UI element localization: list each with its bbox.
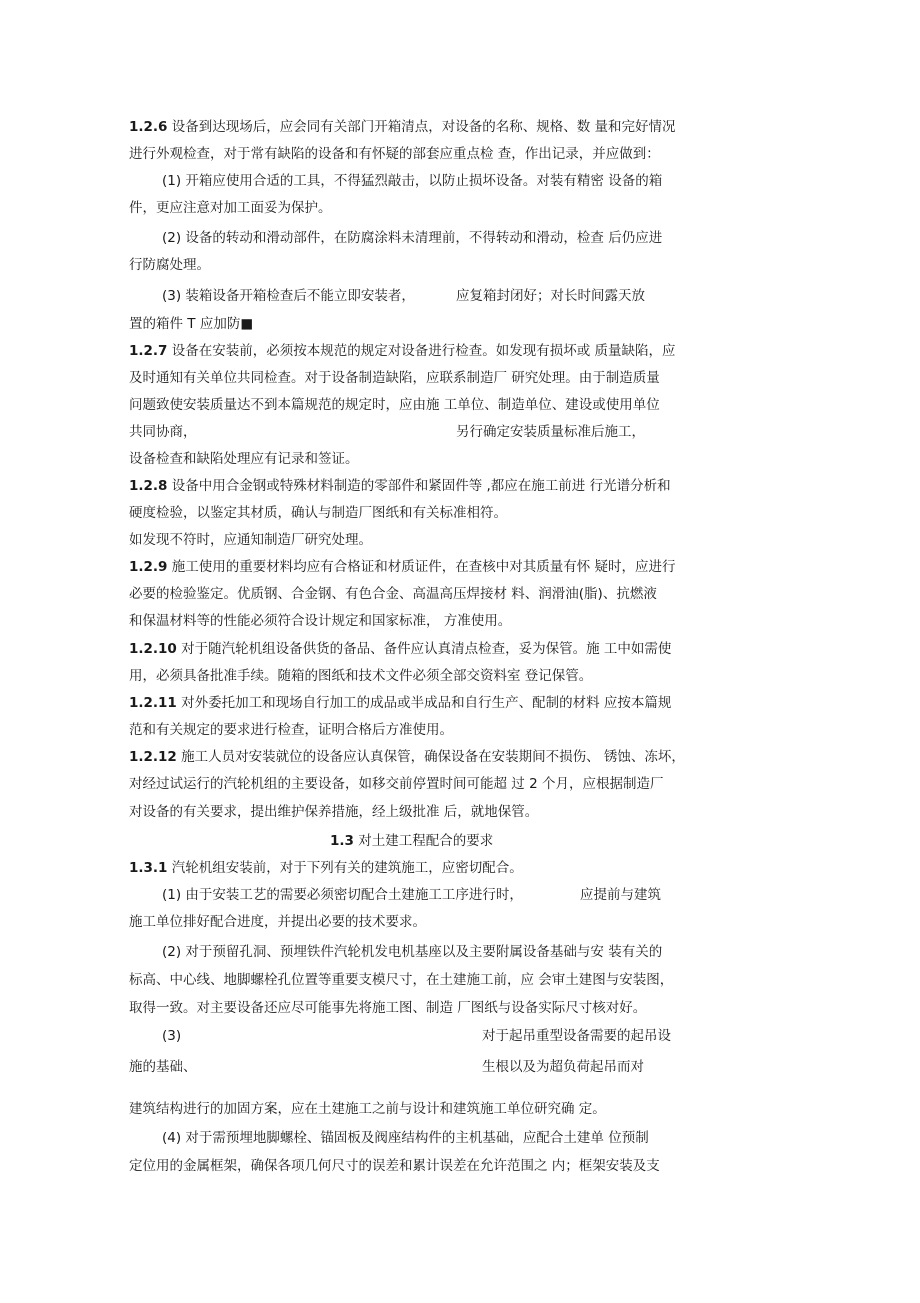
clause-text: 设备到达现场后，应会同有关部门开箱清点，对设备的名称、规格、数 量和完好情况 <box>167 119 676 135</box>
list-item-3: (3) <box>162 1028 182 1044</box>
list-item-3-continued: 应复箱封闭好；对长时间露天放 <box>456 288 645 304</box>
clause-1-2-9 <box>129 558 676 576</box>
clause-text: 设备在安装前，必须按本规范的规定对设备进行检查。如发现有损坏或 质量缺陷，应 <box>167 343 676 359</box>
list-item-4: (4) 对于需预埋地脚螺栓、锚固板及阀座结构件的主机基础，应配合土建单 位预制 <box>162 1130 649 1146</box>
text-line: 进行外观检查，对于常有缺陷的设备和有怀疑的部套应重点检 查，作出记录，并应做到： <box>129 146 660 162</box>
text-line: 及时通知有关单位共同检查。对于设备制造缺陷，应联系制造厂 研究处理。由于制造质量 <box>129 370 660 386</box>
clause-text: 施工使用的重要材料均应有合格证和材质证件，在查核中对其质量有怀 疑时，应进行 <box>167 559 676 575</box>
text-line: 施的基础、 <box>129 1059 197 1075</box>
list-item-2: (2) 对于预留孔洞、预埋铁件汽轮机发电机基座以及主要附属设备基础与安 装有关的 <box>162 944 663 960</box>
clause-1-2-11 <box>129 694 671 712</box>
text-line: 施工单位排好配合进度，并提出必要的技术要求。 <box>129 914 426 930</box>
text-line: 和保温材料等的性能必须符合设计规定和国家标准， 方准使用。 <box>129 613 512 629</box>
clause-text: 汽轮机组安装前，对于下列有关的建筑施工，应密切配合。 <box>167 860 523 876</box>
section-number: 1.3 <box>330 833 354 849</box>
clause-number: 1.2.12 <box>129 749 177 765</box>
clause-1-2-8 <box>129 477 671 495</box>
clause-number: 1.2.10 <box>129 641 177 657</box>
clause-text: 对于随汽轮机组设备供货的备品、备件应认真清点检查，妥为保管。施 工中如需使 <box>176 641 672 657</box>
list-item-3-continued: 对于起吊重型设备需要的起吊设 <box>482 1028 671 1044</box>
clause-text: 施工人员对安装就位的设备应认真保管，确保设备在安装期间不损伤、 锈蚀、冻坏， <box>176 749 685 765</box>
list-item-1-continued: 应提前与建筑 <box>580 887 661 903</box>
clause-1-2-10 <box>129 640 671 658</box>
text-line: 用，必须具备批准手续。随箱的图纸和技术文件必须全部交资料室 登记保管。 <box>129 668 593 684</box>
text-line: 共同协商， <box>129 424 197 440</box>
section-title: 对土建工程配合的要求 <box>353 833 494 849</box>
text-line: 建筑结构进行的加固方案，应在土建施工之前与设计和建筑施工单位研究确 定。 <box>129 1101 606 1117</box>
clause-number: 1.2.7 <box>129 343 168 359</box>
clause-text: 设备中用合金钢或特殊材料制造的零部件和紧固件等 ,都应在施工前进 行光谱分析和 <box>167 478 671 494</box>
text-line: 定位用的金属框架，确保各项几何尺寸的误差和累计误差在允许范围之 内；框架安装及支 <box>129 1158 660 1174</box>
clause-number: 1.2.9 <box>129 559 168 575</box>
clause-number: 1.2.6 <box>129 119 168 135</box>
list-item-3: (3) 装箱设备开箱检查后不能立即安装者， <box>162 288 415 304</box>
clause-number: 1.3.1 <box>129 860 168 876</box>
clause-1-2-12 <box>129 748 685 766</box>
list-item-1: (1) 由于安装工艺的需要必须密切配合土建施工工序进行时， <box>162 887 523 903</box>
text-line: 范和有关规定的要求进行检查，证明合格后方准使用。 <box>129 722 453 738</box>
text-line: 行防腐处理。 <box>129 257 210 273</box>
section-heading-1-3 <box>330 832 493 850</box>
text-line: 硬度检验，以鉴定其材质，确认与制造厂图纸和有关标准相符。 <box>129 505 507 521</box>
text-line-continued: 生根以及为超负荷起吊而对 <box>482 1059 644 1075</box>
clause-number: 1.2.8 <box>129 478 168 494</box>
list-item-2: (2) 设备的转动和滑动部件，在防腐涂料未清理前，不得转动和滑动，检查 后仍应进 <box>162 230 663 246</box>
text-line-continued: 另行确定安装质量标准后施工， <box>456 424 645 440</box>
clause-number: 1.2.11 <box>129 695 177 711</box>
text-line: 如发现不符时，应通知制造厂研究处理。 <box>129 532 372 548</box>
clause-text: 对外委托加工和现场自行加工的成品或半成品和自行生产、配制的材料 应按本篇规 <box>176 695 672 711</box>
text-line: 问题致使安装质量达不到本篇规范的规定时，应由施 工单位、制造单位、建设或使用单位 <box>129 397 660 413</box>
text-line: 设备检查和缺陷处理应有记录和签证。 <box>129 451 359 467</box>
clause-1-2-6 <box>129 118 676 136</box>
clause-1-2-7 <box>129 342 676 360</box>
text-line: 标高、中心线、地脚螺栓孔位置等重要支模尺寸，在土建施工前，应 会审土建图与安装图， <box>129 972 674 988</box>
text-line: 对设备的有关要求，提出维护保养措施，经上级批准 后，就地保管。 <box>129 804 539 820</box>
text-line: 取得一致。对主要设备还应尽可能事先将施工图、制造 厂图纸与设备实际尺寸核对好。 <box>129 1000 647 1016</box>
text-line: 件，更应注意对加工面妥为保护。 <box>129 200 332 216</box>
clause-1-3-1 <box>129 859 523 877</box>
text-line: 对经过试运行的汽轮机组的主要设备，如移交前停置时间可能超 过 2 个月，应根据制造厂 <box>129 776 664 792</box>
text-line: 必要的检验鉴定。优质钢、合金钢、有色合金、高温高压焊接材 料、润滑油(脂)、抗燃液 <box>129 586 657 602</box>
text-line: 置的箱件 T 应加防■ <box>129 316 254 332</box>
list-item-1: (1) 开箱应使用合适的工具，不得猛烈敲击，以防止损坏设备。对装有精密 设备的箱 <box>162 173 663 189</box>
